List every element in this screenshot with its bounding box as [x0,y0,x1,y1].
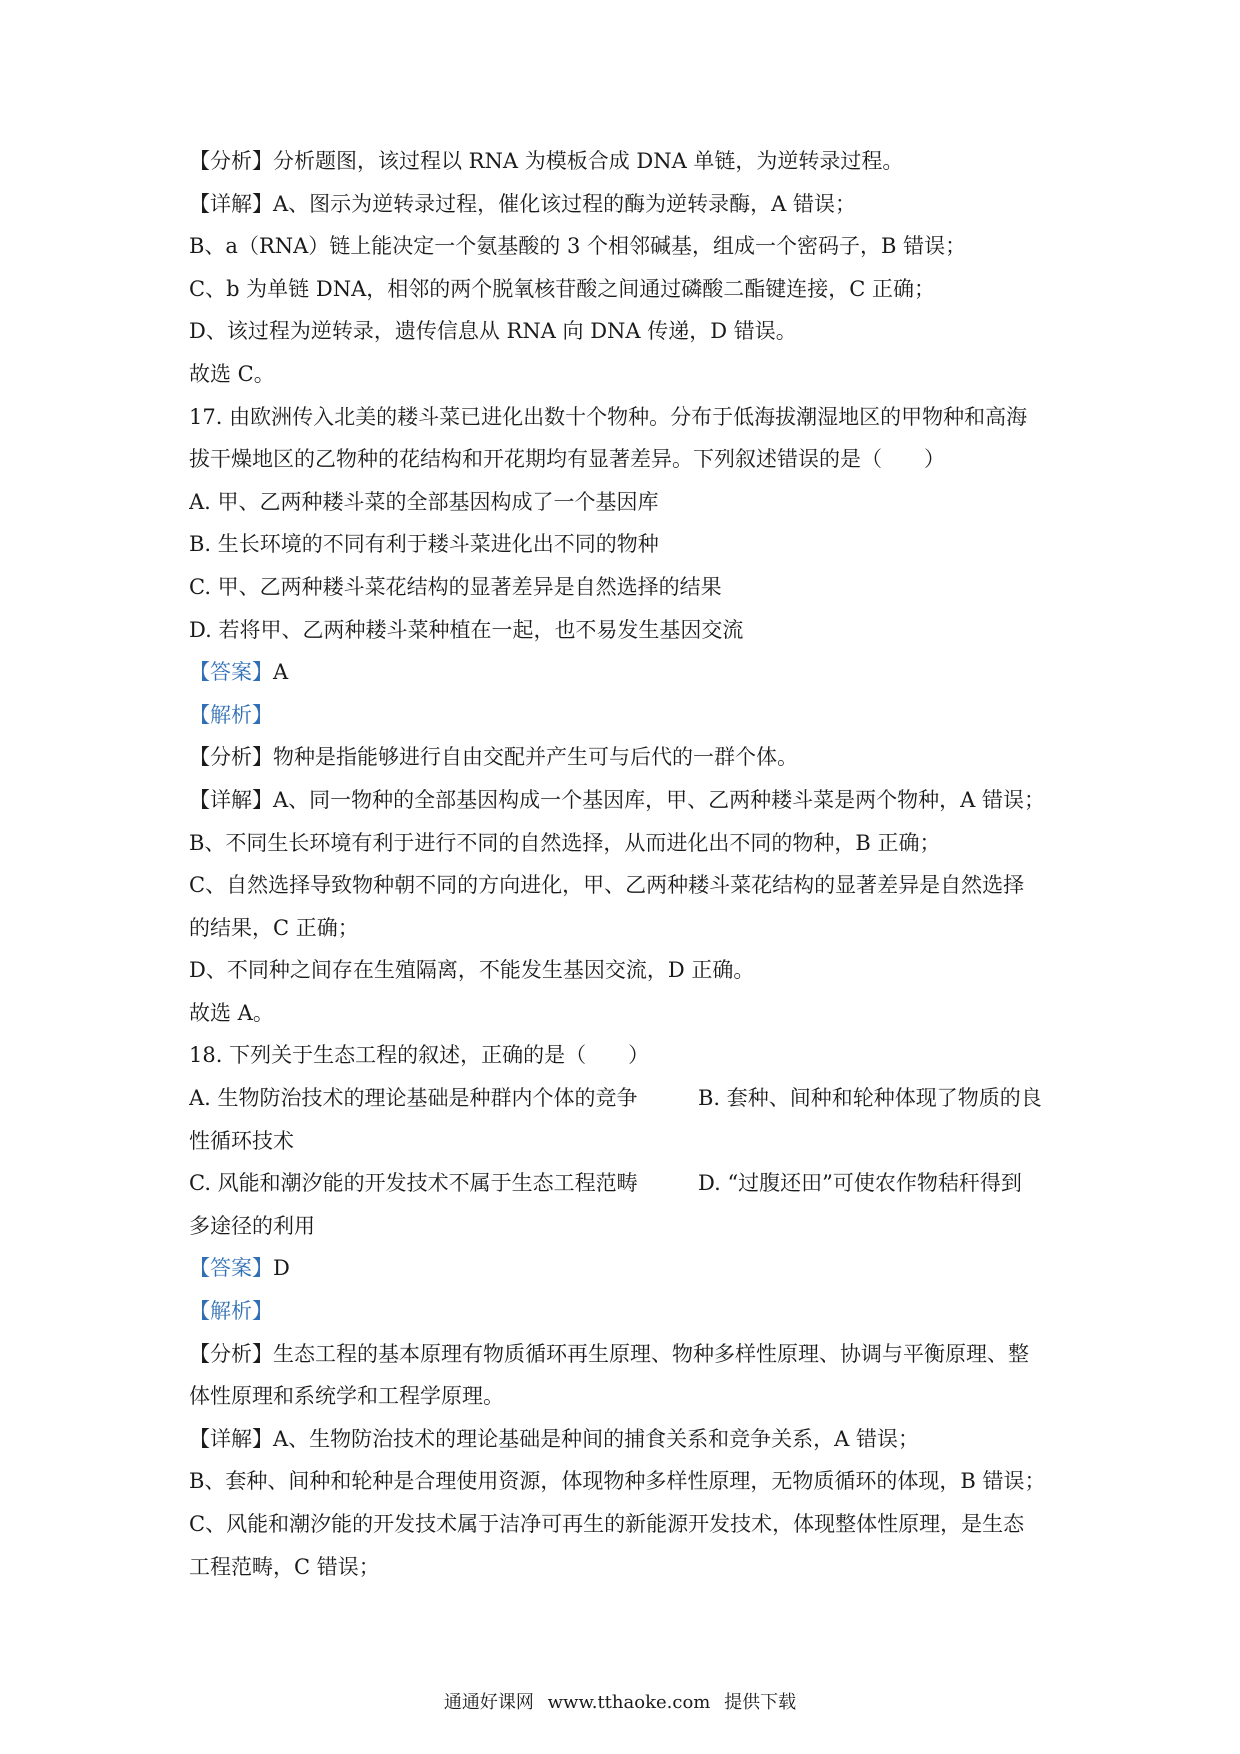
q17-detail-b: B、不同生长环境有利于进行不同的自然选择，从而进化出不同的物种，B 正确； [189,830,941,855]
q17-analysis [189,736,1059,779]
q16-detail-a [189,183,1059,226]
detail-text: A、同一物种的全部基因构成一个基因库，甲、乙两种耧斗菜是两个物种，A 错误； [273,787,1046,812]
detail-tag: 【详解】 [189,1426,273,1451]
q17-detail-c2: 的结果，C 正确； [189,915,359,940]
answer-value: D [273,1256,290,1281]
q18-analysis1 [189,1333,1059,1376]
analysis-tag: 【分析】 [189,745,273,770]
analysis-tag: 【分析】 [189,1341,273,1366]
q17-option-c: C. 甲、乙两种耧斗菜花结构的显著差异是自然选择的结果 [189,574,722,599]
q18-option-b: B. 套种、间种和轮种体现了物质的良 [698,1086,1042,1111]
detail-text: A、图示为逆转录过程，催化该过程的酶为逆转录酶，A 错误； [273,191,857,216]
detail-tag: 【详解】 [189,787,273,812]
q18-option-d-cont: 多途径的利用 [189,1213,315,1238]
q18-detail-c2: 工程范畴，C 错误； [189,1554,380,1579]
q17-option-b: B. 生长环境的不同有利于耧斗菜进化出不同的物种 [189,532,659,557]
q17-detail-c1: C、自然选择导致物种朝不同的方向进化，甲、乙两种耧斗菜花结构的显著差异是自然选择 [189,873,1025,898]
q18-options-ab [189,1077,1059,1120]
footer-url[interactable]: www.tthaoke.com [547,1692,711,1713]
q18-stem: 18. 下列关于生态工程的叙述，正确的是（ ） [189,1043,650,1068]
q17-option-d: D. 若将甲、乙两种耧斗菜种植在一起，也不易发生基因交流 [189,617,744,642]
analysis-text: 生态工程的基本原理有物质循环再生原理、物种多样性原理、协调与平衡原理、整 [273,1341,1029,1366]
analysis-tag: 【分析】 [189,149,273,173]
footer-download-text: 提供下载 [724,1692,797,1713]
detail-text: A、生物防治技术的理论基础是种间的捕食关系和竞争关系，A 错误； [273,1426,920,1451]
q16-conclusion: 故选 C。 [189,361,275,386]
q17-detail-a [189,779,1059,822]
q18-analysis2: 体性原理和系统学和工程学原理。 [189,1384,504,1409]
answer-tag: 【答案】 [189,660,273,685]
answer-tag: 【答案】 [189,1256,273,1281]
q18-options-cd [189,1162,1059,1205]
q16-analysis [189,140,1059,183]
q18-detail-c1: C、风能和潮汐能的开发技术属于洁净可再生的新能源开发技术，体现整体性原理，是生态 [189,1512,1025,1536]
analysis-text: 分析题图，该过程以 RNA 为模板合成 DNA 单链，为逆转录过程。 [273,149,904,173]
q17-stem-line1: 17. 由欧洲传入北美的耧斗菜已进化出数十个物种。分布于低海拔潮湿地区的甲物种和高海 [189,404,1028,429]
q17-answer [189,651,1059,694]
q16-detail-b: B、a（RNA）链上能决定一个氨基酸的 3 个相邻碱基，组成一个密码子，B 错误； [189,234,967,259]
detail-tag: 【详解】 [189,191,273,216]
footer-site-name: 通通好课网 [443,1692,534,1713]
q16-detail-d: D、该过程为逆转录，遗传信息从 RNA 向 DNA 传递，D 错误。 [189,319,797,344]
q18-option-b-cont: 性循环技术 [189,1128,294,1153]
q18-option-d: D. “过腹还田”可使农作物秸秆得到 [698,1171,1022,1196]
q17-option-a: A. 甲、乙两种耧斗菜的全部基因构成了一个基因库 [189,489,659,514]
q18-detail-a [189,1418,1059,1461]
q17-stem-line2: 拔干燥地区的乙物种的花结构和开花期均有显著差异。下列叙述错误的是（ ） [189,447,945,472]
q17-conclusion: 故选 A。 [189,1000,274,1025]
q18-option-c: C. 风能和潮汐能的开发技术不属于生态工程范畴 [189,1171,638,1196]
analysis-text: 物种是指能够进行自由交配并产生可与后代的一群个体。 [273,745,798,770]
q16-detail-c: C、b 为单链 DNA，相邻的两个脱氧核苷酸之间通过磷酸二酯键连接，C 正确； [189,276,935,301]
document-body [189,140,1059,1588]
q18-option-a: A. 生物防治技术的理论基础是种群内个体的竞争 [189,1086,638,1111]
page-footer [0,1691,1240,1715]
answer-value: A [273,660,289,685]
q18-answer [189,1247,1059,1290]
q17-detail-d: D、不同种之间存在生殖隔离，不能发生基因交流，D 正确。 [189,958,755,983]
q18-detail-b: B、套种、间种和轮种是合理使用资源，体现物种多样性原理，无物质循环的体现，B 错误； [189,1469,1046,1494]
q18-explain-tag: 【解析】 [189,1299,273,1324]
q17-explain-tag: 【解析】 [189,702,273,727]
